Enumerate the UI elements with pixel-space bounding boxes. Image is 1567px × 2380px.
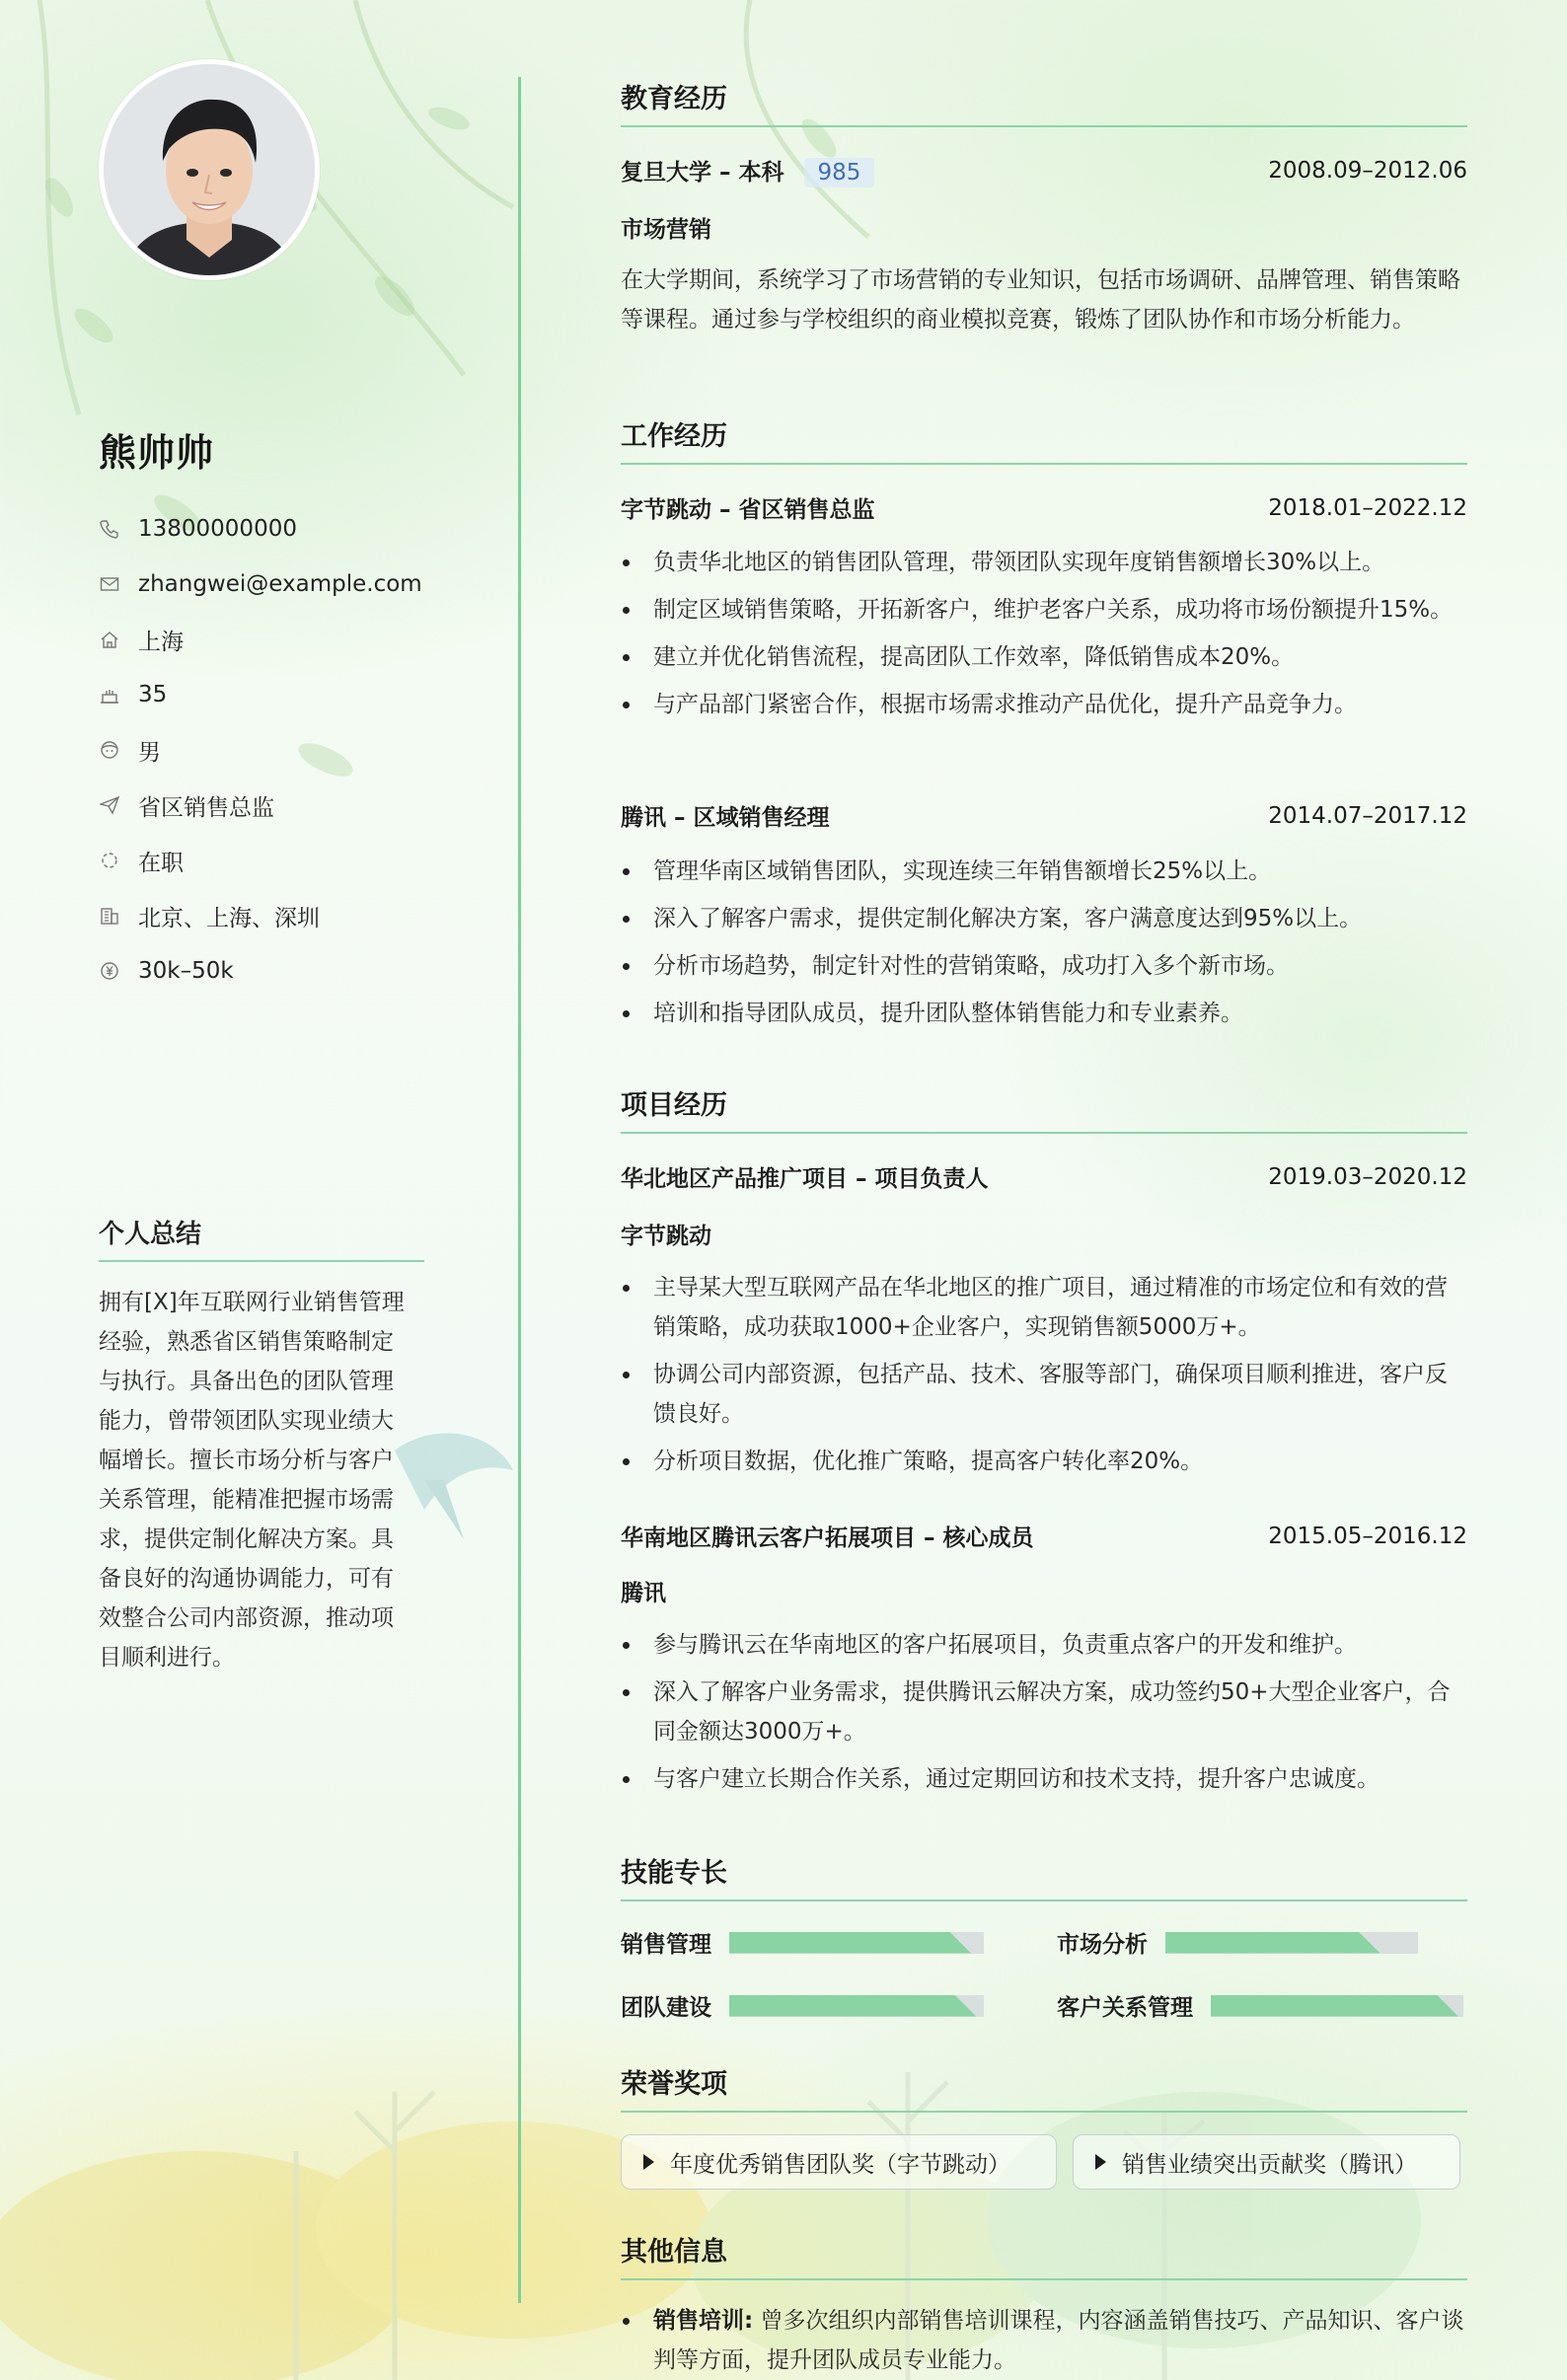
school-tag: 985 [804,158,875,187]
job-bullets [621,852,1467,1041]
avatar [99,59,320,280]
skill-item [621,1926,984,1959]
list-item: 建立并优化销售流程，提高团队工作效率，降低销售成本20%。 [621,637,1467,677]
list-item: 与客户建立长期合作关系，通过定期回访和技术支持，提升客户忠诚度。 [621,1759,1467,1799]
education-date: 2008.09–2012.06 [1268,158,1467,184]
project-date: 2019.03–2020.12 [1268,1163,1467,1190]
project-title: 华北地区产品推广项目 – 项目负责人 [621,1166,989,1192]
skill-bar-fill [729,1932,971,1954]
skill-name: 销售管理 [621,1932,711,1958]
summary-text: 拥有[X]年互联网行业销售管理经验，熟悉省区销售策略制定与执行。具备出色的团队管理能力，曾带领团队实现业绩大幅增长。擅长市场分析与客户关系管理，能精准把握市场需求，提供定制化解决方案。具备良好的沟通协调能力，可有效整合公司内部资源，推动项目顺利进行。 [99,1290,405,1671]
list-item: 分析项目数据，优化推广策略，提高客户转化率20%。 [621,1442,1467,1481]
cake-icon [99,684,120,706]
skill-bar [1165,1932,1418,1954]
building-icon [99,905,120,927]
other-bullets [621,2301,1467,2380]
list-item: 深入了解客户业务需求，提供腾讯云解决方案，成功签约50+大型企业客户，合同金额达3000万+。 [621,1673,1467,1751]
skill-name: 客户关系管理 [1057,1995,1193,2021]
other-text: 曾多次组织内部销售培训课程，内容涵盖销售技巧、产品知识、客户谈判等方面，提升团队成员专业能力。 [653,2308,1464,2373]
list-item: 参与腾讯云在华南地区的客户拓展项目，负责重点客户的开发和维护。 [621,1625,1467,1665]
project-bullets [621,1268,1467,1489]
awards-title: 荣誉奖项 [621,2062,1467,2113]
project-company: 字节跳动 [621,1224,711,1249]
phone-icon [99,518,120,540]
project-title: 华南地区腾讯云客户拓展项目 – 核心成员 [621,1525,1034,1551]
list-item [621,2301,1467,2380]
skill-name: 市场分析 [1057,1932,1148,1958]
skill-name: 团队建设 [621,1995,711,2021]
list-item: 主导某大型互联网产品在华北地区的推广项目，通过精准的市场定位和有效的营销策略，成功获取1000+企业客户，实现销售额5000万+。 [621,1268,1467,1347]
column-divider [518,77,521,2303]
project-header [621,1160,1467,1193]
award-label: 年度优秀销售团队奖（字节跳动） [670,2151,1010,2178]
award-badge [1073,2134,1460,2190]
home-icon [99,629,120,650]
info-salary: 30k–50k [99,943,422,999]
job-bullets [621,543,1467,732]
education-school: 复旦大学 – 本科 985 [621,154,874,187]
job-date: 2018.01–2022.12 [1268,494,1467,521]
send-icon [99,794,120,816]
info-status: 在职 [99,833,422,888]
job-title: 字节跳动 – 省区销售总监 [621,497,875,523]
list-item: 协调公司内部资源，包括产品、技术、客服等部门，确保项目顺利推进，客户反馈良好。 [621,1355,1467,1434]
list-item: 制定区域销售策略，开拓新客户，维护老客户关系，成功将市场份额提升15%。 [621,590,1467,630]
other-title: 其他信息 [621,2230,1467,2280]
skill-bar [729,1932,984,1954]
award-badge [621,2134,1057,2190]
job-header [621,491,1467,524]
job-header [621,799,1467,832]
award-label: 销售业绩突出贡献奖（腾讯） [1122,2151,1417,2178]
triangle-icon [643,2154,654,2170]
skill-item [621,1989,984,2022]
education-major: 市场营销 [621,217,711,243]
education-desc: 在大学期间，系统学习了市场营销的专业知识，包括市场调研、品牌管理、销售策略等课程。通过参与学校组织的商业模拟竞赛，锻炼了团队协作和市场分析能力。 [621,267,1460,333]
gender-icon [99,739,120,761]
list-item: 深入了解客户需求，提供定制化解决方案，客户满意度达到95%以上。 [621,899,1467,938]
info-phone: 13800000000 [99,501,422,557]
skill-bar-fill [1211,1995,1458,2017]
education-title: 教育经历 [621,77,1467,127]
skill-bar-fill [729,1995,976,2017]
info-age: 35 [99,667,422,722]
candidate-name: 熊帅帅 [99,431,215,475]
list-item: 负责华北地区的销售团队管理，带领团队实现年度销售额增长30%以上。 [621,543,1467,582]
list-item: 管理华南区域销售团队，实现连续三年销售额增长25%以上。 [621,852,1467,891]
projects-title: 项目经历 [621,1083,1467,1134]
job-date: 2014.07–2017.12 [1268,802,1467,829]
info-cities: 北京、上海、深圳 [99,888,422,943]
avatar-portrait-icon [104,64,315,275]
list-item: 与产品部门紧密合作，根据市场需求推动产品优化，提升产品竞争力。 [621,685,1467,724]
skills-title: 技能专长 [621,1851,1467,1901]
triangle-icon [1095,2154,1106,2170]
contact-info-list [99,501,422,999]
project-date: 2015.05–2016.12 [1268,1523,1467,1549]
info-city: 上海 [99,612,422,667]
skill-bar-fill [1165,1932,1380,1954]
info-email: zhangwei@example.com [99,557,422,612]
info-position: 省区销售总监 [99,778,422,833]
yuan-icon [99,960,120,982]
job-title: 腾讯 – 区域销售经理 [621,805,830,831]
skill-item [1057,1989,1463,2022]
skill-bar [1211,1995,1463,2017]
mail-icon [99,573,120,595]
info-gender: 男 [99,722,422,778]
project-company: 腾讯 [621,1581,666,1606]
status-icon [99,850,120,871]
other-label: 销售培训: [653,2308,754,2334]
project-header [621,1520,1467,1552]
skill-item [1057,1926,1418,1959]
summary-title: 个人总结 [99,1214,424,1262]
project-bullets [621,1625,1467,1807]
work-title: 工作经历 [621,414,1467,465]
list-item: 分析市场趋势，制定针对性的营销策略，成功打入多个新市场。 [621,946,1467,986]
skill-bar [729,1995,984,2017]
education-header [621,154,1467,187]
list-item: 培训和指导团队成员，提升团队整体销售能力和专业素养。 [621,994,1467,1033]
